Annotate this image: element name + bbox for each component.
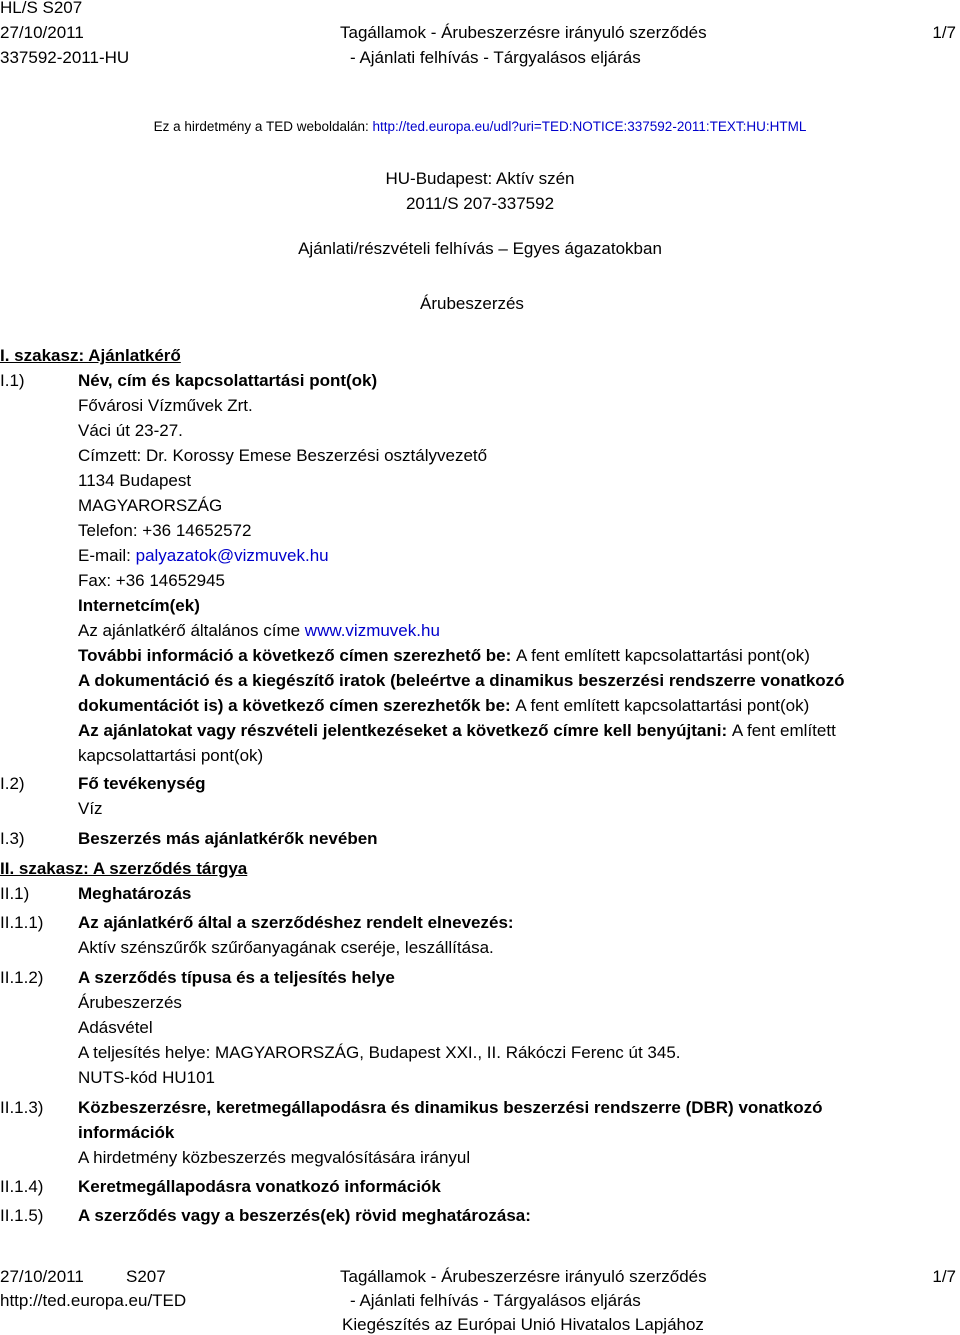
ted-link-prefix: Ez a hirdetmény a TED weboldalán: [153,119,373,134]
footer-procedure: - Ajánlati felhívás - Tárgyalásos eljárás [350,1291,641,1310]
header-notice-id: 337592-2011-HU [0,48,130,67]
section-title-line-1: Közbeszerzésre, keretmegállapodásra és dinamikus beszerzési rendszerre (DBR) vonatkozó [78,1098,823,1117]
contract-type: Árubeszerzés [420,294,524,313]
documents-value: A fent említett kapcsolattartási pont(ok) [515,696,810,715]
section-1-3 [0,826,960,851]
notice-title: HU-Budapest: Aktív szén [385,169,575,188]
section-number: I.2) [0,774,25,793]
attention: Címzett: Dr. Korossy Emese Beszerzési osztályvezető [78,446,488,465]
contract-type-value: Árubeszerzés [78,993,182,1012]
section-title-line-2: információk [78,1123,175,1142]
tenders-value-line-2: kapcsolattartási pont(ok) [78,746,264,765]
further-info-label: További információ a következő címen szerezhető be: [78,646,517,665]
notice-reference: 2011/S 207-337592 [405,194,555,213]
general-address-line [78,618,440,643]
city: 1134 Budapest [78,471,192,490]
purchase-type-value: Adásvétel [78,1018,153,1037]
section-2-1-4 [0,1174,960,1199]
section-2-1-3 [0,1095,960,1170]
section-1-heading: I. szakasz: Ajánlatkérő [0,346,181,365]
section-number: II.1.1) [0,913,44,932]
footer-series: S207 [126,1267,166,1286]
further-info-line [78,643,810,668]
email-link[interactable]: palyazatok@vizmuvek.hu [135,546,329,565]
section-number: II.1.3) [0,1098,44,1117]
section-1-2 [0,771,960,821]
section-title: Név, cím és kapcsolattartási pont(ok) [78,371,378,390]
section-2-1-5 [0,1203,960,1228]
section-title: Fő tevékenység [78,774,206,793]
ted-link-line [0,118,960,136]
section-number: I.1) [0,371,25,390]
footer-page-number: 1/7 [932,1267,956,1286]
section-number: II.1) [0,884,30,903]
footer-doc-type: Tagállamok - Árubeszerzésre irányuló szerződés [340,1267,707,1286]
section-title: Meghatározás [78,884,192,903]
documents-label-line-1: A dokumentáció és a kiegészítő iratok (beleértve a dinamikus beszerzési rendszerre vonatkozó [78,671,845,690]
nuts-code: NUTS-kód HU101 [78,1068,215,1087]
header-series: HL/S S207 [0,0,83,17]
email-label: E-mail: [78,546,136,565]
section-number: I.3) [0,829,25,848]
country: MAGYARORSZÁG [78,496,223,515]
tenders-line-1 [78,718,836,743]
organisation-name: Fővárosi Vízművek Zrt. [78,396,253,415]
ted-link[interactable]: http://ted.europa.eu/udl?uri=TED:NOTICE:337592-2011:TEXT:HU:HTML [372,119,807,134]
section-2-1-1 [0,910,960,960]
section-2-1 [0,881,960,906]
footer-supplement: Kiegészítés az Európai Unió Hivatalos Lapjához [342,1315,704,1334]
section-title: Beszerzés más ajánlatkérők nevében [78,829,378,848]
general-address-label: Az ajánlatkérő általános címe [78,621,305,640]
tenders-label: Az ajánlatokat vagy részvételi jelentkezéseket a következő címre kell benyújtani: [78,721,732,740]
section-title: A szerződés vagy a beszerzés(ek) rövid meghatározása: [78,1206,531,1225]
section-title: Az ajánlatkérő által a szerződéshez rendelt elnevezés: [78,913,514,932]
phone: Telefon: +36 14652572 [78,521,252,540]
general-address-link[interactable]: www.vizmuvek.hu [304,621,440,640]
notice-type: Ajánlati/részvételi felhívás – Egyes ágazatokban [298,239,662,258]
section-1-1 [0,368,960,768]
documents-line-2 [78,693,809,718]
section-title: Keretmegállapodásra vonatkozó információk [78,1177,441,1196]
internet-title: Internetcím(ek) [78,596,200,615]
procurement-info-value: A hirdetmény közbeszerzés megvalósítására irányul [78,1148,471,1167]
header-procedure: - Ajánlati felhívás - Tárgyalásos eljárás [350,48,641,67]
header-date: 27/10/2011 [0,23,84,42]
section-number: II.1.2) [0,968,44,987]
header-doc-type: Tagállamok - Árubeszerzésre irányuló szerződés [340,23,707,42]
documents-label-line-2: dokumentációt is) a következő címen szerezhetők be: [78,696,516,715]
tenders-value-line-1: A fent említett [731,721,836,740]
footer-date: 27/10/2011 [0,1267,84,1286]
section-2-heading: II. szakasz: A szerződés tárgya [0,859,248,878]
section-number: II.1.5) [0,1206,44,1225]
section-title: A szerződés típusa és a teljesítés helye [78,968,395,987]
section-2-1-2 [0,965,960,1090]
footer-url[interactable]: http://ted.europa.eu/TED [0,1291,187,1310]
email-line [78,543,329,568]
fax: Fax: +36 14652945 [78,571,225,590]
place-of-performance: A teljesítés helye: MAGYARORSZÁG, Budapest XXI., II. Rákóczi Ferenc út 345. [78,1043,681,1062]
main-activity-value: Víz [78,799,103,818]
contract-title-value: Aktív szénszűrők szűrőanyagának cseréje, leszállítása. [78,938,494,957]
section-number: II.1.4) [0,1177,44,1196]
further-info-value: A fent említett kapcsolattartási pont(ok) [516,646,810,665]
header-page-number: 1/7 [932,23,956,42]
street-address: Váci út 23-27. [78,421,183,440]
